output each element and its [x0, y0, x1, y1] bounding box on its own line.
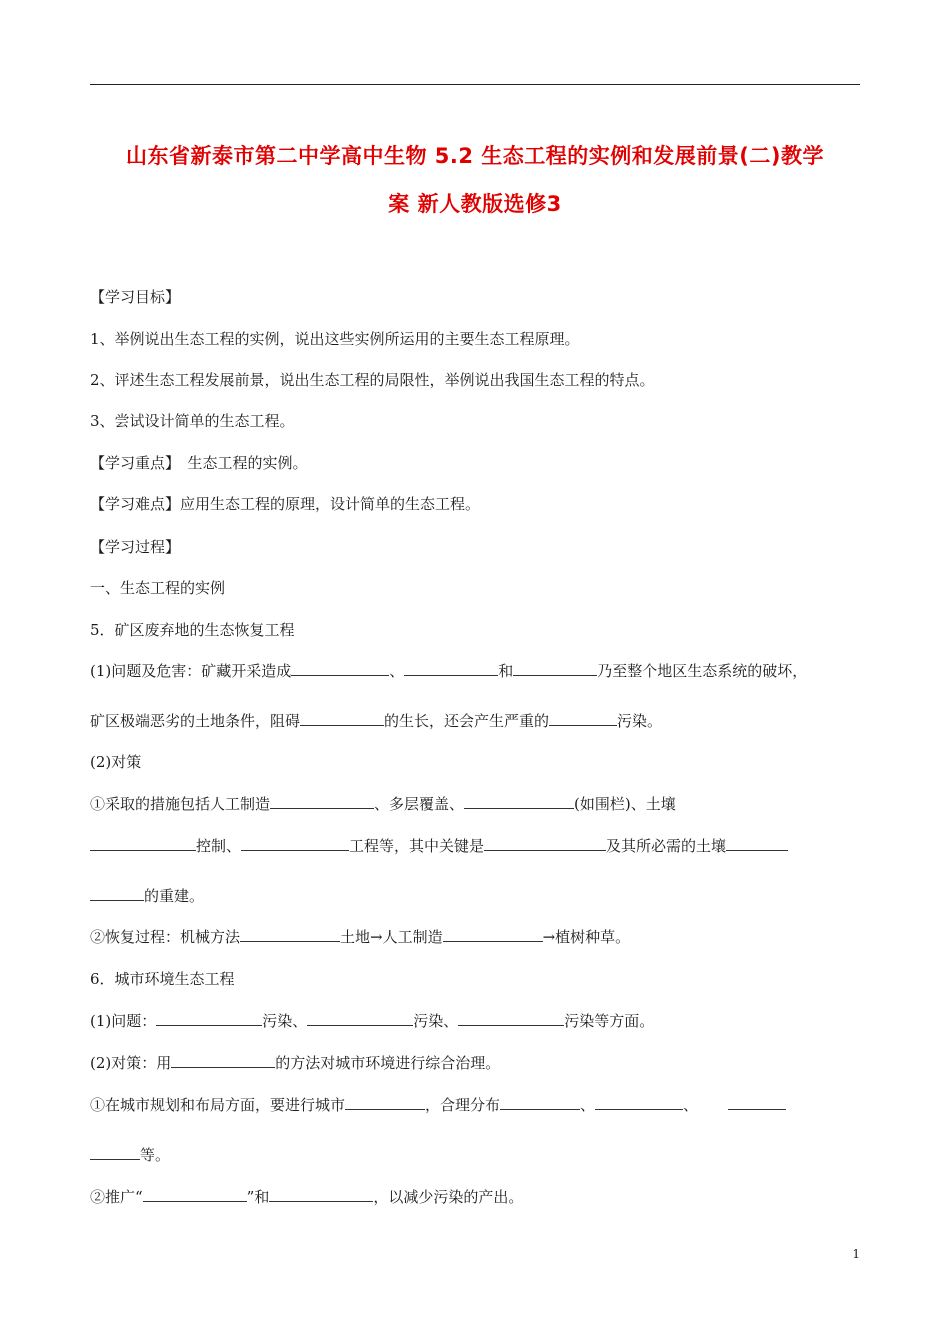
section-6-heading: 6．城市环境生态工程 — [90, 970, 235, 988]
goal-item-1: 1、举例说出生态工程的实例，说出这些实例所运用的主要生态工程原理。 — [90, 330, 580, 348]
fill-blank[interactable] — [458, 1011, 564, 1026]
goal-item-2: 2、评述生态工程发展前景，说出生态工程的局限性，举例说出我国生态工程的特点。 — [90, 371, 655, 389]
fill-blank[interactable] — [595, 1095, 683, 1110]
fill-blank[interactable] — [404, 661, 498, 676]
section-1-heading: 一、生态工程的实例 — [90, 579, 226, 597]
section-5-heading: 5．矿区废弃地的生态恢复工程 — [90, 621, 295, 639]
document-title-line2: 案 新人教版选修3 — [388, 192, 562, 216]
fill-blank[interactable] — [443, 927, 543, 942]
s5-problem-line: (1)问题及危害：矿藏开采造成 、 和 乃至整个地区生态系统的破坏， — [90, 662, 808, 680]
s5-measures-line: ①采取的措施包括人工制造 、多层覆盖、 (如围栏)、土壤 — [90, 795, 676, 813]
fill-blank[interactable] — [240, 927, 340, 942]
fill-blank[interactable] — [171, 1053, 275, 1068]
s6-planning-line: ①在城市规划和布局方面，要进行城市 ，合理分布 、 、 — [90, 1095, 786, 1115]
fill-blank[interactable] — [464, 794, 574, 809]
s5-measures-line-3: 的重建。 — [90, 886, 204, 906]
fill-blank[interactable] — [549, 711, 617, 726]
s5-problem-line-2: 矿区极端恶劣的土地条件，阻碍 的生长，还会产生严重的 污染。 — [90, 712, 663, 730]
fill-blank[interactable] — [269, 1187, 373, 1202]
s6-planning-line-2: 等。 — [90, 1145, 170, 1165]
fill-blank[interactable] — [513, 661, 597, 676]
fill-blank[interactable] — [270, 794, 374, 809]
page-number: 1 — [852, 1247, 860, 1261]
s6-countermeasure-line: (2)对策：用 的方法对城市环境进行综合治理。 — [90, 1054, 501, 1072]
fill-blank[interactable] — [500, 1095, 580, 1110]
difficulty-line: 【学习难点】应用生态工程的原理，设计简单的生态工程。 — [90, 495, 481, 513]
fill-blank[interactable] — [484, 836, 606, 851]
fill-blank[interactable] — [241, 836, 349, 851]
fill-blank[interactable] — [300, 711, 384, 726]
fill-blank[interactable] — [728, 1095, 786, 1110]
s5-countermeasure-heading: (2)对策 — [90, 753, 142, 771]
fill-blank[interactable] — [291, 661, 389, 676]
process-heading: 【学习过程】 — [90, 538, 181, 556]
goals-heading: 【学习目标】 — [90, 288, 181, 306]
fill-blank[interactable] — [143, 1187, 247, 1202]
fill-blank[interactable] — [90, 886, 144, 901]
fill-blank[interactable] — [726, 836, 788, 851]
header-rule — [90, 84, 860, 85]
s5-measures-line-2: 控制、 工程等，其中关键是 及其所必需的土壤 — [90, 836, 788, 856]
fill-blank[interactable] — [156, 1011, 262, 1026]
s6-promote-line: ②推广“ ”和 ，以减少污染的产出。 — [90, 1188, 524, 1206]
s6-problem-line: (1)问题： 污染、 污染、 污染等方面。 — [90, 1012, 655, 1030]
focus-line: 【学习重点】 生态工程的实例。 — [90, 454, 308, 472]
s5-recovery-line: ②恢复过程：机械方法 土地→人工制造 →植树种草。 — [90, 928, 631, 946]
fill-blank[interactable] — [307, 1011, 413, 1026]
fill-blank[interactable] — [90, 1145, 140, 1160]
goal-item-3: 3、尝试设计简单的生态工程。 — [90, 412, 295, 430]
fill-blank[interactable] — [345, 1095, 425, 1110]
document-title-line1: 山东省新泰市第二中学高中生物 5.2 生态工程的实例和发展前景(二)教学 — [125, 144, 825, 168]
fill-blank[interactable] — [90, 836, 196, 851]
